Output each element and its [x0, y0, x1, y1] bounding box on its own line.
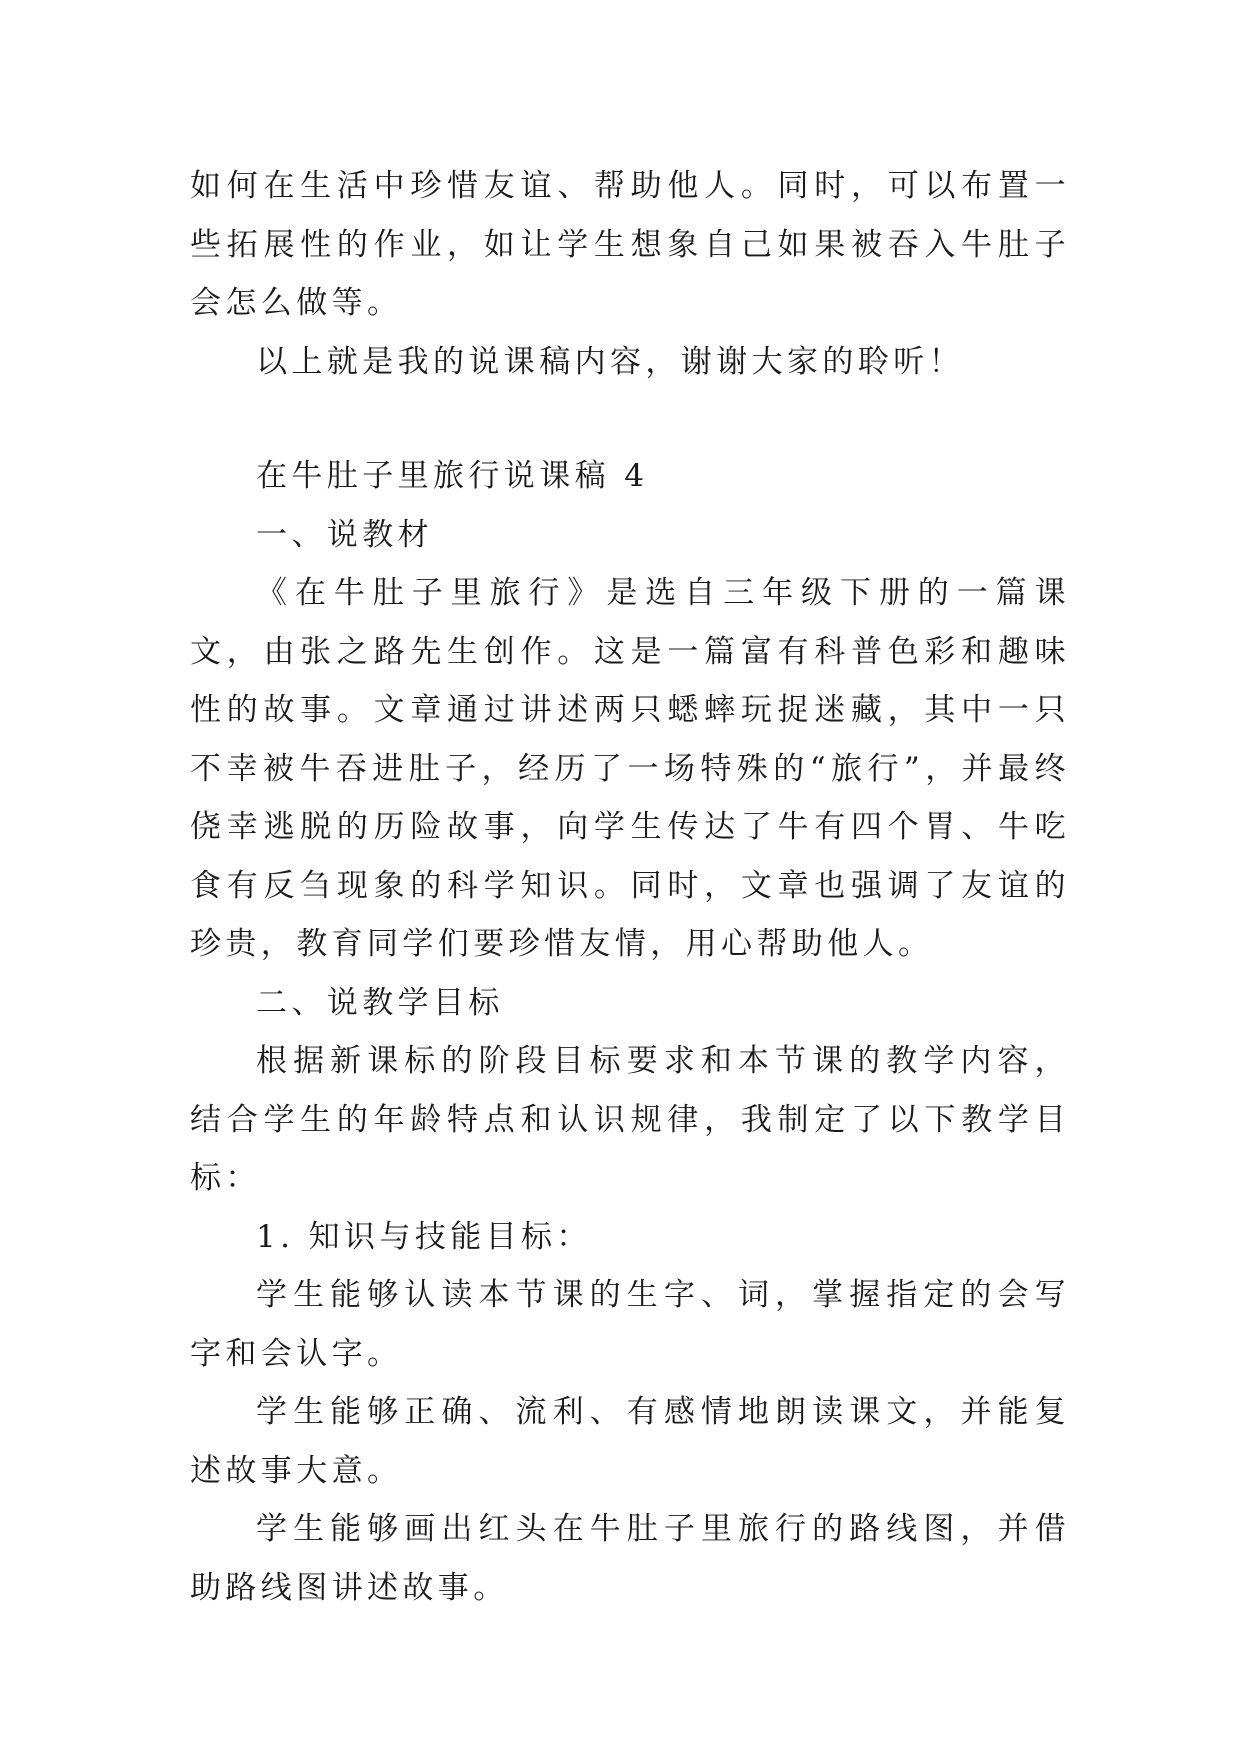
objective-item: 学生能够正确、流利、有感情地朗读课文，并能复述故事大意。	[190, 1394, 1070, 1489]
subheading-knowledge-skills: 1. 知识与技能目标：	[256, 1218, 592, 1255]
objective-item: 学生能够画出红头在牛肚子里旅行的路线图，并借助路线图讲述故事。	[190, 1511, 1070, 1606]
paragraph-objectives-intro: 根据新课标的阶段目标要求和本节课的教学内容，结合学生的年龄特点和认识规律，我制定了以下教学目标：	[190, 1043, 1070, 1196]
heading-objectives: 二、说教学目标	[256, 984, 504, 1021]
heading-textbook: 一、说教材	[256, 516, 433, 553]
document-body	[190, 157, 1070, 1617]
paragraph-continuation: 如何在生活中珍惜友谊、帮助他人。同时，可以布置一些拓展性的作业，如让学生想象自己如果被吞入牛肚子会怎么做等。	[190, 168, 1070, 321]
paragraph-closing: 以上就是我的说课稿内容，谢谢大家的聆听！	[256, 343, 964, 380]
paragraph-textbook: 《在牛肚子里旅行》是选自三年级下册的一篇课文，由张之路先生创作。这是一篇富有科普色彩和趣味性的故事。文章通过讲述两只蟋蟀玩捉迷藏，其中一只不幸被牛吞进肚子，经历了一场特殊的“旅行”，并最终侥幸逃脱的历险故事，向学生传达了牛有四个胃、牛吃食有反刍现象的科学知识。同时，文章也强调了友谊的珍贵，教育同学们要珍惜友情，用心帮助他人。	[190, 575, 1070, 962]
section-title: 在牛肚子里旅行说课稿 4	[256, 458, 649, 494]
objective-item: 学生能够认读本节课的生字、词，掌握指定的会写字和会认字。	[190, 1277, 1070, 1372]
